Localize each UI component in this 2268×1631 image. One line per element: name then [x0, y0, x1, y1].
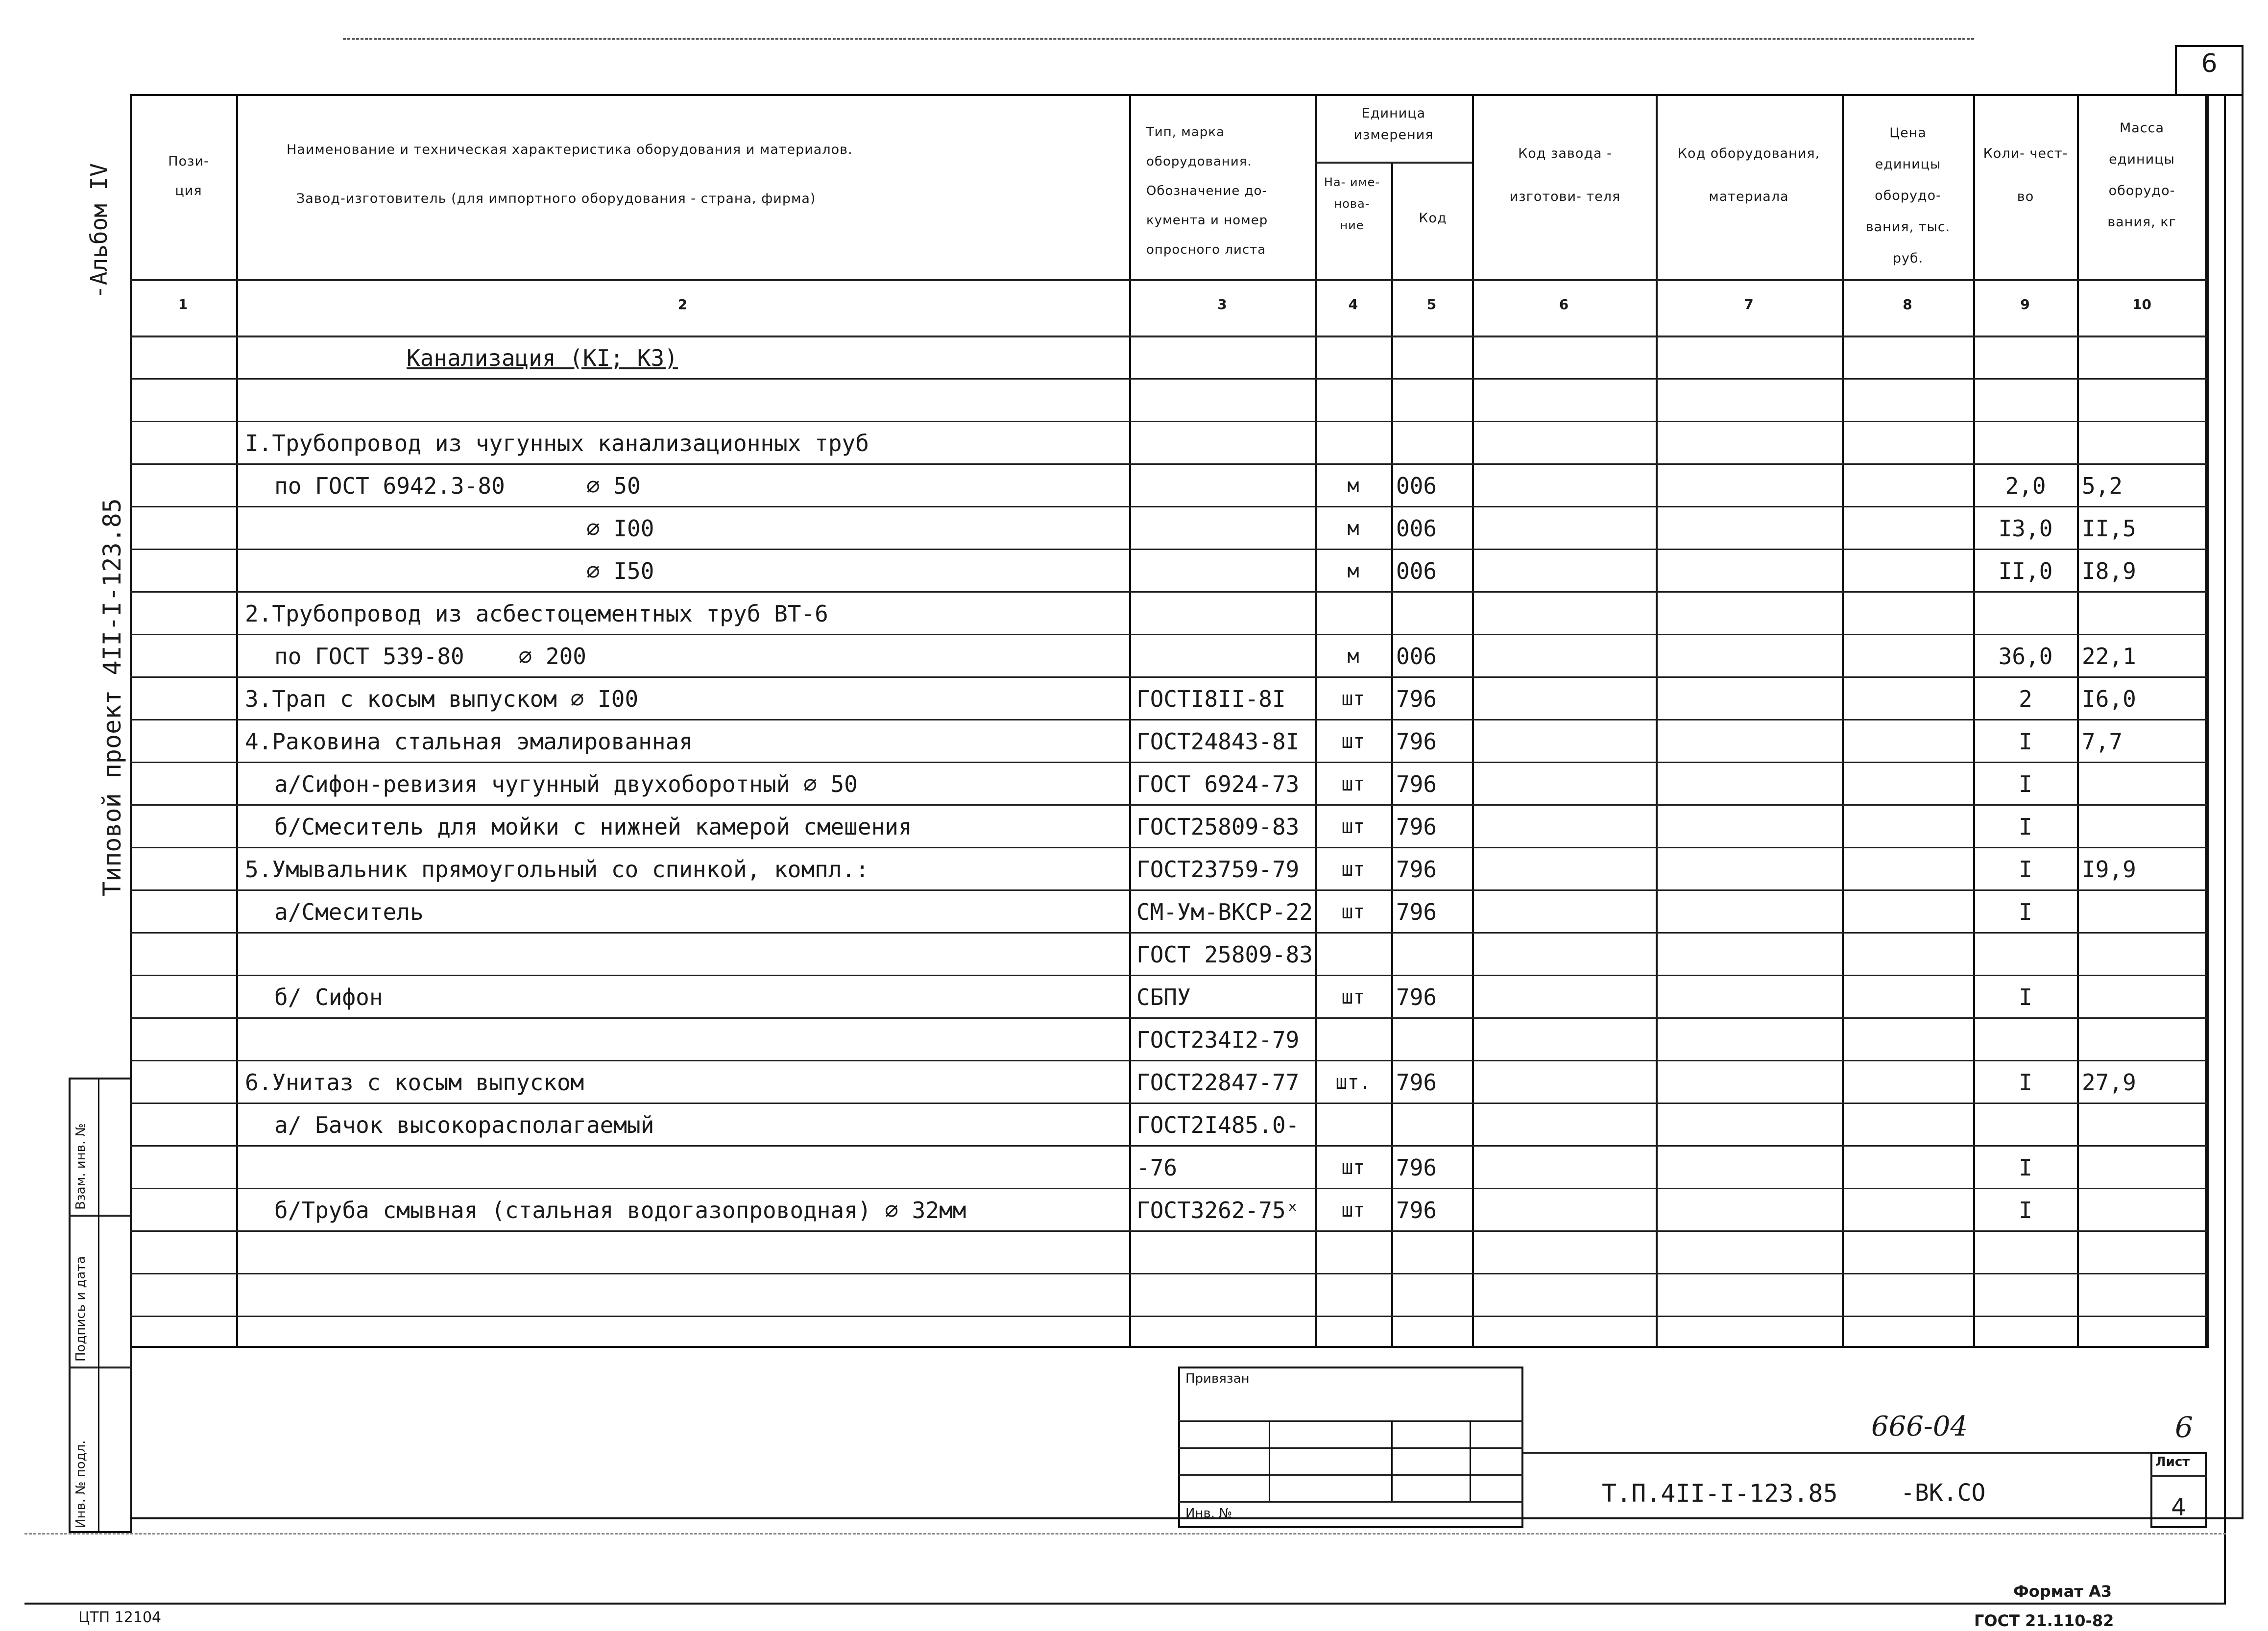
- col-num-2: 2: [677, 296, 688, 312]
- row-mass-cell: I8,9: [2082, 558, 2136, 584]
- row-divider: [130, 549, 2207, 550]
- row-name-cell: Канализация (КI; К3): [407, 345, 678, 371]
- footer-gost: ГОСТ 21.110-82: [1974, 1611, 2114, 1630]
- row-unit-cell: шт: [1341, 986, 1365, 1008]
- col-num-10: 10: [2132, 296, 2151, 312]
- row-code-cell: 796: [1396, 686, 1437, 712]
- album-number: 666-04: [1871, 1411, 1968, 1442]
- sheet-corner-number: 6: [2201, 49, 2218, 78]
- footer-left: ЦТП 12104: [78, 1609, 162, 1626]
- stamp-vzam-inv: Взам. инв. №: [73, 1123, 88, 1210]
- sheet-number: 4: [2171, 1494, 2186, 1521]
- row-doc-cell: ГОСТ 6924-73: [1136, 771, 1300, 797]
- row-code-cell: 006: [1396, 473, 1437, 499]
- col-num-9: 9: [2020, 296, 2030, 312]
- header-unit: Единица измерения: [1353, 106, 1434, 143]
- row-code-cell: 006: [1396, 643, 1437, 670]
- row-divider: [130, 1060, 2207, 1061]
- row-code-cell: 006: [1396, 515, 1437, 542]
- row-divider: [130, 719, 2207, 720]
- row-code-cell: 796: [1396, 984, 1437, 1010]
- col-num-1: 1: [178, 296, 188, 312]
- row-divider: [130, 889, 2207, 891]
- row-unit-cell: шт.: [1335, 1071, 1371, 1094]
- col-num-4: 4: [1348, 296, 1358, 312]
- row-code-cell: 796: [1396, 856, 1437, 883]
- header-unit-name: На- име- нова- ние: [1324, 175, 1380, 232]
- col-num-7: 7: [1744, 296, 1754, 312]
- row-divider: [130, 634, 2207, 635]
- row-name-cell: 5.Умывальник прямоугольный со спинкой, компл.:: [245, 856, 869, 883]
- row-qty-cell: I: [2019, 771, 2032, 797]
- row-divider: [130, 378, 2207, 380]
- row-mass-cell: 5,2: [2082, 473, 2123, 499]
- header-factory-code: Код завода - изготови- теля: [1509, 146, 1621, 204]
- row-qty-cell: I: [2019, 856, 2032, 883]
- row-doc-cell: ГОСТI8II-8I: [1136, 686, 1286, 712]
- row-divider: [130, 1188, 2207, 1189]
- row-divider: [130, 1316, 2207, 1317]
- top-rule: [343, 38, 1974, 40]
- header-quantity: Коли- чест- во: [1983, 146, 2068, 204]
- row-code-cell: 796: [1396, 1069, 1437, 1096]
- row-code-cell: 006: [1396, 558, 1437, 584]
- row-divider: [130, 1103, 2207, 1104]
- row-name-cell: б/Смеситель для мойки с нижней камерой смешения: [274, 814, 912, 840]
- row-qty-cell: I: [2019, 984, 2032, 1010]
- row-mass-cell: 27,9: [2082, 1069, 2136, 1096]
- album-label: -Альбом IV: [86, 163, 112, 299]
- footer-format: Формат А3: [2013, 1582, 2112, 1601]
- row-qty-cell: I3,0: [1998, 515, 2053, 542]
- row-doc-cell: -76: [1136, 1154, 1178, 1181]
- row-qty-cell: 2,0: [2005, 473, 2046, 499]
- row-doc-cell: СМ-Ум-ВКСР-22: [1136, 899, 1313, 925]
- row-qty-cell: I: [2019, 1154, 2032, 1181]
- row-doc-cell: ГОСТ2I485.0-: [1136, 1112, 1300, 1138]
- row-qty-cell: I: [2019, 899, 2032, 925]
- col-num-5: 5: [1426, 296, 1437, 312]
- row-name-cell: б/ Сифон: [274, 984, 383, 1010]
- row-name-cell: 2.Трубопровод из асбестоцементных труб ВТ-6: [245, 600, 828, 627]
- row-code-cell: 796: [1396, 1154, 1437, 1181]
- row-unit-cell: м: [1347, 645, 1359, 668]
- header-type-l4: кумента и номер: [1146, 213, 1268, 228]
- row-unit-cell: м: [1347, 475, 1359, 497]
- header-mass: Масса единицы оборудо- вания, кг: [2107, 120, 2176, 230]
- row-code-cell: 796: [1396, 728, 1437, 755]
- header-name-line1: Наименование и техническая характеристика оборудования и материалов.: [287, 142, 853, 157]
- row-doc-cell: ГОСТ23759-79: [1136, 856, 1300, 883]
- project-label: Типовой проект 4II-I-123.85: [98, 498, 126, 896]
- row-qty-cell: I: [2019, 814, 2032, 840]
- row-unit-cell: шт: [1341, 730, 1365, 753]
- row-name-cell: ∅ I00: [274, 515, 654, 542]
- row-name-cell: по ГОСТ 6942.3-80 ∅ 50: [274, 473, 641, 499]
- row-name-cell: б/Труба смывная (стальная водогазопроводная) ∅ 32мм: [274, 1197, 966, 1223]
- row-qty-cell: 2: [2019, 686, 2032, 712]
- col-num-8: 8: [1903, 296, 1912, 312]
- stamp-inv-podl: Инв. № подл.: [73, 1440, 88, 1528]
- col-num-6: 6: [1559, 296, 1569, 312]
- row-name-cell: 4.Раковина стальная эмалированная: [245, 728, 693, 755]
- privyazan-label: Привязан: [1185, 1371, 1250, 1386]
- list-label: Лист: [2155, 1455, 2190, 1469]
- row-name-cell: а/ Бачок высокорасполагаемый: [274, 1112, 654, 1138]
- row-unit-cell: шт: [1341, 901, 1365, 923]
- row-doc-cell: ГОСТ 25809-83: [1136, 941, 1313, 968]
- row-unit-cell: шт: [1341, 773, 1365, 795]
- inv-label: Инв. №: [1185, 1506, 1232, 1521]
- row-divider: [130, 975, 2207, 976]
- row-divider: [130, 1230, 2207, 1232]
- row-divider: [130, 506, 2207, 507]
- row-unit-cell: шт: [1341, 688, 1365, 710]
- stamp-signature-date: Подпись и дата: [73, 1256, 88, 1362]
- row-unit-cell: м: [1347, 560, 1359, 582]
- row-name-cell: I.Трубопровод из чугунных канализационных труб: [245, 430, 869, 456]
- row-qty-cell: I: [2019, 1069, 2032, 1096]
- row-divider: [130, 1017, 2207, 1019]
- header-name-line2: Завод-изготовитель (для импортного оборудования - страна, фирма): [296, 191, 816, 206]
- row-unit-cell: шт: [1341, 858, 1365, 881]
- row-code-cell: 796: [1396, 814, 1437, 840]
- header-price: Цена единицы оборудо- вания, тыс. руб.: [1865, 125, 1951, 266]
- row-divider: [130, 804, 2207, 806]
- row-name-cell: 3.Трап с косым выпуском ∅ I00: [245, 686, 639, 712]
- row-code-cell: 796: [1396, 1197, 1437, 1223]
- row-name-cell: 6.Унитаз с косым выпуском: [245, 1069, 584, 1096]
- row-divider: [130, 1273, 2207, 1274]
- row-mass-cell: II,5: [2082, 515, 2136, 542]
- header-type-l1: Тип, марка: [1146, 125, 1225, 140]
- row-doc-cell: СБПУ: [1136, 984, 1191, 1010]
- header-unit-code: Код: [1419, 211, 1447, 226]
- row-qty-cell: 36,0: [1998, 643, 2053, 670]
- row-doc-cell: ГОСТ24843-8I: [1136, 728, 1300, 755]
- row-doc-cell: ГОСТ234I2-79: [1136, 1027, 1300, 1053]
- row-divider: [130, 847, 2207, 848]
- row-doc-cell: ГОСТ25809-83: [1136, 814, 1300, 840]
- row-mass-cell: 22,1: [2082, 643, 2136, 670]
- row-name-cell: а/Смеситель: [274, 899, 424, 925]
- row-divider: [130, 591, 2207, 593]
- row-qty-cell: I: [2019, 728, 2032, 755]
- header-position: Пози- ция: [168, 154, 209, 198]
- row-unit-cell: шт: [1341, 1156, 1365, 1179]
- row-qty-cell: I: [2019, 1197, 2032, 1223]
- designation: Т.П.4II-I-123.85: [1602, 1479, 1838, 1508]
- row-name-cell: по ГОСТ 539-80 ∅ 200: [274, 643, 586, 670]
- header-equipment-code: Код оборудования, материала: [1677, 146, 1820, 204]
- header-type-l3: Обозначение до-: [1146, 184, 1267, 198]
- header-type-l2: оборудования.: [1146, 154, 1252, 169]
- col-num-3: 3: [1217, 296, 1227, 312]
- row-divider: [130, 421, 2207, 422]
- row-code-cell: 796: [1396, 771, 1437, 797]
- row-unit-cell: шт: [1341, 816, 1365, 838]
- designation-suffix: -ВК.СО: [1901, 1479, 1986, 1507]
- row-code-cell: 796: [1396, 899, 1437, 925]
- row-doc-cell: ГОСТ22847-77: [1136, 1069, 1300, 1096]
- header-type-l5: опросного листа: [1146, 242, 1266, 257]
- row-mass-cell: I9,9: [2082, 856, 2136, 883]
- row-doc-cell: ГОСТ3262-75ˣ: [1136, 1197, 1300, 1223]
- row-qty-cell: II,0: [1998, 558, 2053, 584]
- row-unit-cell: м: [1347, 517, 1359, 540]
- row-divider: [130, 932, 2207, 934]
- row-name-cell: а/Сифон-ревизия чугунный двухоборотный ∅ 50: [274, 771, 858, 797]
- row-divider: [130, 762, 2207, 763]
- sheet-top-number: 6: [2175, 1411, 2193, 1444]
- row-divider: [130, 463, 2207, 465]
- row-mass-cell: I6,0: [2082, 686, 2136, 712]
- row-mass-cell: 7,7: [2082, 728, 2123, 755]
- row-name-cell: ∅ I50: [274, 558, 654, 584]
- row-unit-cell: шт: [1341, 1199, 1365, 1222]
- row-divider: [130, 1145, 2207, 1147]
- row-divider: [130, 676, 2207, 678]
